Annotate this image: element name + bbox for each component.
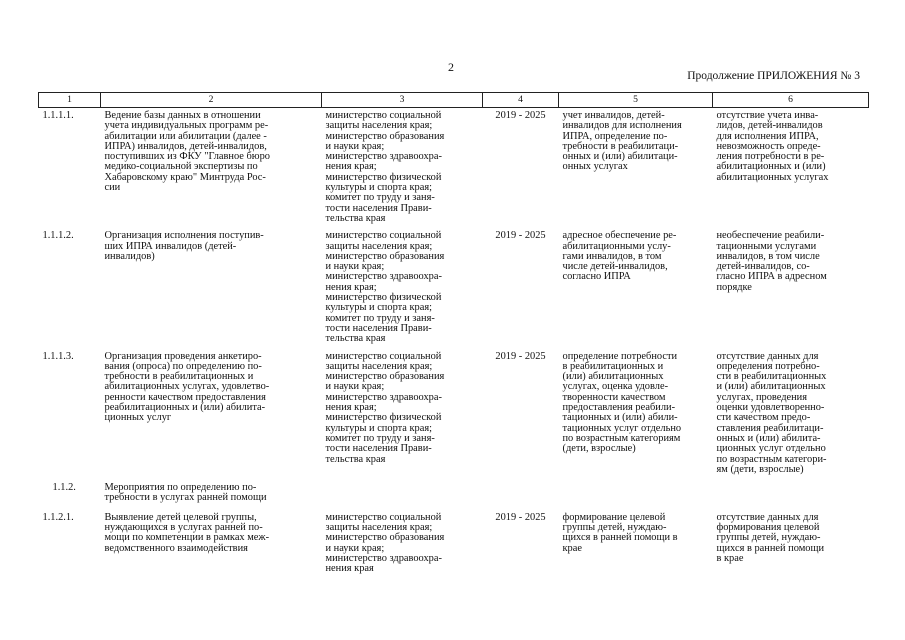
column-header-3: 3	[322, 93, 483, 108]
column-header-4: 4	[483, 93, 559, 108]
table-row	[39, 108, 869, 229]
measure-name: Организация исполнения поступив- ших ИПРА инвалидов (детей- инвалидов)	[104, 230, 264, 262]
section-number: 1.1.2.	[52, 482, 76, 494]
measure-expected-result: формирование целевой группы детей, нуждаю- щихся в ранней помощи в крае	[562, 511, 678, 554]
measure-executors: министерство социальной защиты населения края; министерство образования и науки края; министерство здравоохра- нения края; министерство физической культуры и спорта края; комитет по труду и заня- тости населения Прави- тельства края	[325, 110, 445, 224]
measure-expected-result	[559, 479, 713, 510]
measures-table	[38, 92, 869, 578]
measure-expected-result: определение потребности в реабилитационных и (или) абилитационных услугах, оценка удовле- творенности качеством предоставления реабили- тационных и (или) абили- тационных услуг отдельно по возрастным категориям (дети, взрослые)	[562, 350, 682, 455]
measure-period	[483, 479, 559, 510]
measure-executors: министерство социальной защиты населения края; министерство образования и науки края; министерство здравоохра- нения края; министерство физической культуры и спорта края; комитет по труду и заня- тости населения Прави- тельства края	[325, 350, 445, 465]
column-header-2: 2	[101, 93, 322, 108]
measure-non-fulfillment-consequence: отсутствие данных для формирования целевой группы детей, нуждаю- щихся в ранней помощи в крае	[716, 511, 825, 564]
column-header-6: 6	[713, 93, 869, 108]
measure-period: 2019 - 2025	[495, 511, 546, 523]
measure-number: 1.1.1.1.	[42, 110, 74, 121]
measure-name: Организация проведения анкетиро- вания (опроса) по определению по- требности в реабилитационных и абилитационных услугах, удовлетво- ренности качеством предоставления реабилитационных и (или) абилита- ционных услуг	[104, 350, 270, 424]
measure-period: 2019 - 2025	[495, 230, 546, 242]
measure-number: 1.1.2.1.	[42, 511, 74, 523]
measure-expected-result: адресное обеспечение ре- абилитационными услу- гами инвалидов, в том числе детей-инвалидов, согласно ИПРА	[562, 230, 677, 283]
measure-non-fulfillment-consequence: необеспечение реабили- тационными услугами инвалидов, в том числе детей-инвалидов, со- гласно ИПРА в адресном порядке	[716, 230, 827, 293]
measure-number: 1.1.1.3.	[42, 350, 74, 362]
section-name: Мероприятия по определению по- требности в услугах ранней помощи	[104, 482, 267, 504]
column-header-1: 1	[39, 93, 101, 108]
measure-non-fulfillment-consequence: отсутствие данных для определения потребно- сти в реабилитационных и (или) абилитационных услугах, проведения оценки удовлетворенно- сти качеством предо- ставления реабилитаци- онных и (или) абилита- ционных услуг отдельно по возрастным категори- ям (дети, взрослые)	[716, 350, 827, 475]
measure-name: Ведение базы данных в отношении учета индивидуальных программ ре- абилитации или абилитации (далее - ИПРА) инвалидов, детей-инвалидов, поступивших из ФКУ "Главное бюро медико-социальной экспертизы по Хабаровскому краю" Минтруда Рос- сии	[104, 110, 270, 194]
appendix-continuation-label: Продолжение ПРИЛОЖЕНИЯ № 3	[687, 70, 860, 82]
measure-expected-result: учет инвалидов, детей- инвалидов для исполнения ИПРА, определение по- требности в реабилитаци- онных и (или) абилитаци- онных услугах	[562, 110, 682, 173]
section-row	[39, 479, 869, 510]
column-header-5: 5	[559, 93, 713, 108]
table-row	[39, 228, 869, 348]
measure-number: 1.1.1.2.	[42, 230, 74, 242]
column-number-header-row	[39, 93, 869, 108]
measure-executors	[322, 479, 483, 510]
measure-executors: министерство социальной защиты населения края; министерство образования и науки края; министерство здравоохра- нения края; министерство физической культуры и спорта края; комитет по труду и заня- тости населения Прави- тельства края	[325, 230, 445, 345]
measure-name: Выявление детей целевой группы, нуждающихся в услугах ранней по- мощи по компетенции в рамках меж- ведомственного взаимодействия	[104, 511, 270, 554]
measure-period: 2019 - 2025	[495, 110, 546, 121]
measure-executors: министерство социальной защиты населения края; министерство образования и науки края; министерство здравоохра- нения края	[325, 511, 445, 575]
measure-period: 2019 - 2025	[495, 350, 546, 362]
page-number: 2	[448, 60, 454, 74]
table-row	[39, 349, 869, 480]
measure-non-fulfillment-consequence	[713, 479, 869, 510]
table-row	[39, 510, 869, 579]
measure-non-fulfillment-consequence: отсутствие учета инва- лидов, детей-инвалидов для исполнения ИПРА, невозможность опреде- ления потребности в ре- абилитационных и (или) абилитационных услугах	[716, 110, 829, 183]
